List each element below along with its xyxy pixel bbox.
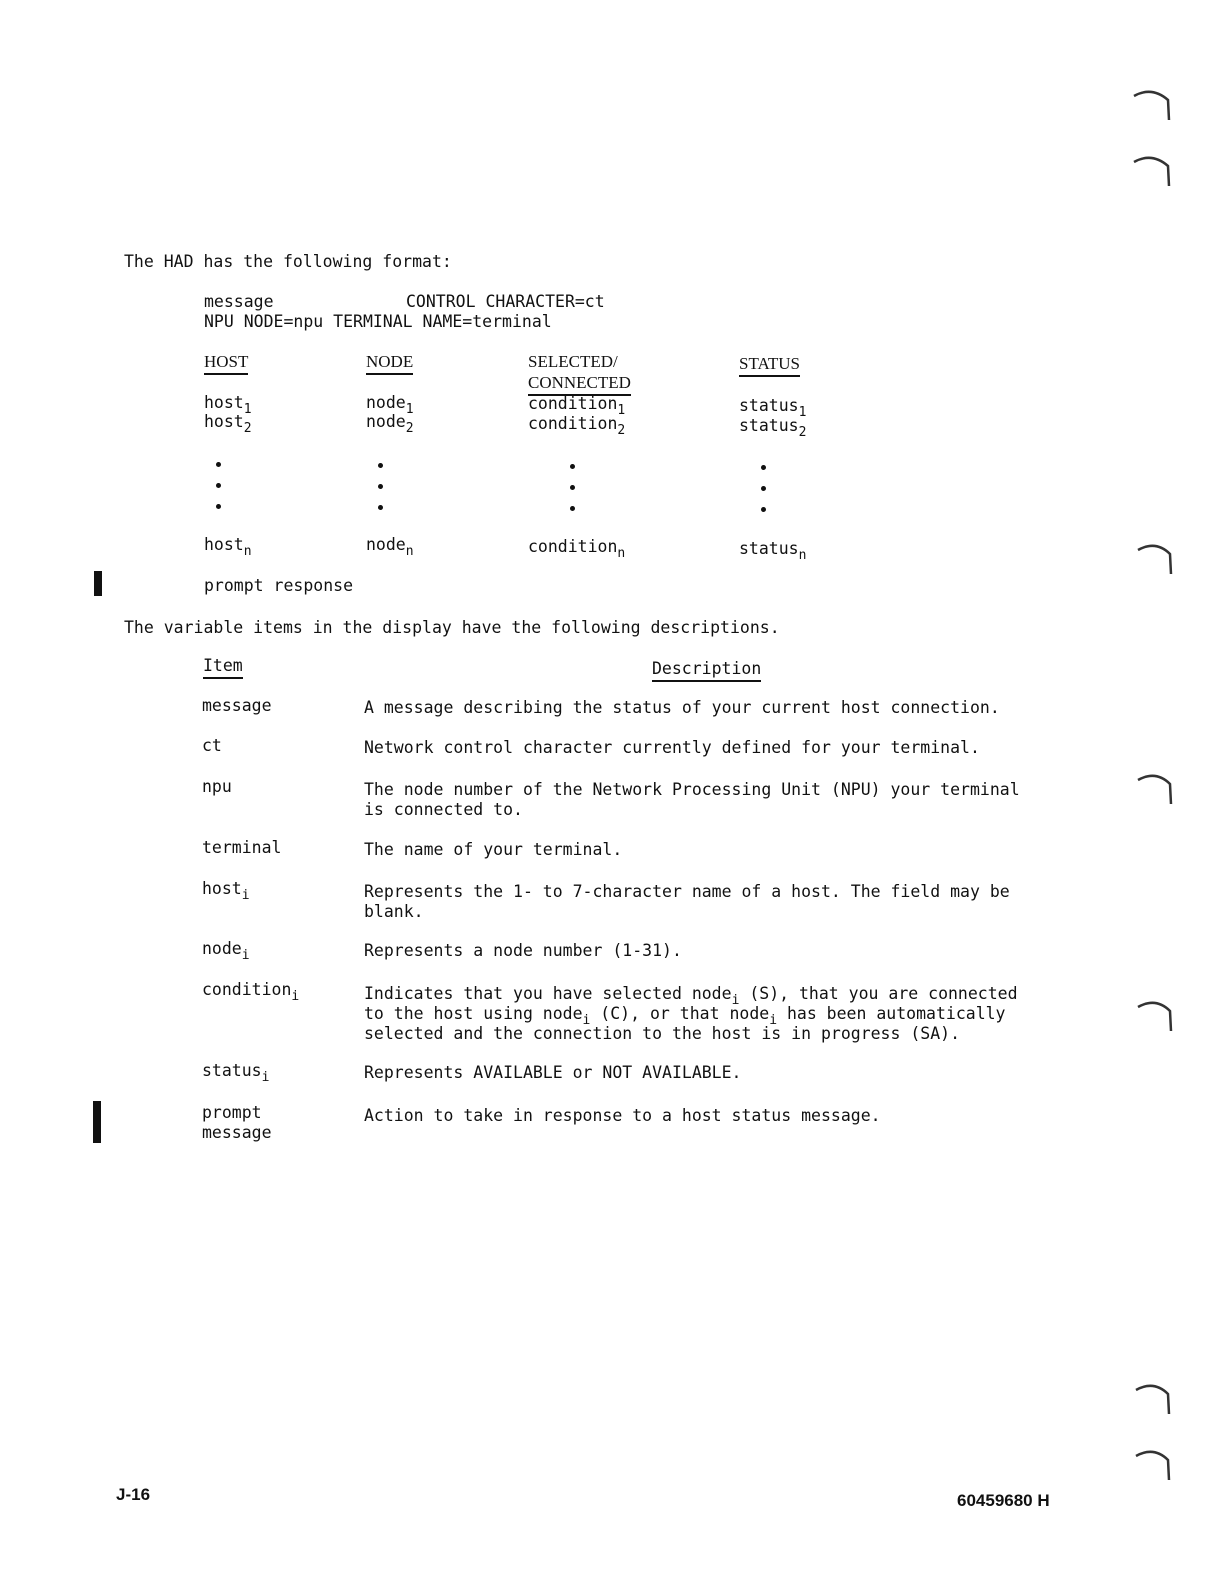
prompt-response: prompt response — [204, 576, 354, 595]
variables-intro: The variable items in the display have the following descriptions. — [124, 618, 780, 637]
punch-hole-mark — [1132, 152, 1172, 196]
item-node-i: node$_i$ — [202, 939, 250, 963]
row-host-2: host$_2$ — [204, 412, 252, 436]
change-bar — [93, 1101, 101, 1143]
format-npu-terminal-line: NPU NODE=npu TERMINAL NAME=terminal — [204, 312, 552, 331]
description-header: Description — [652, 659, 761, 682]
ellipsis-dot — [378, 463, 383, 468]
ellipsis-dot — [570, 464, 575, 469]
ellipsis-dot — [216, 483, 221, 488]
header-connected: CONNECTED — [528, 373, 631, 396]
description-npu: The node number of the Network Processing Unit (NPU) your terminal is connected to. — [364, 780, 1020, 819]
description-prompt-message: Action to take in response to a host status message. — [364, 1106, 881, 1125]
ellipsis-dot — [216, 504, 221, 509]
ellipsis-dot — [570, 485, 575, 490]
ellipsis-dot — [378, 505, 383, 510]
punch-hole-mark — [1136, 770, 1176, 814]
row-status-n: status$_n$ — [739, 539, 807, 563]
item-terminal: terminal — [202, 838, 282, 857]
intro-text: The HAD has the following format: — [124, 252, 452, 271]
header-node: NODE — [366, 352, 413, 375]
header-status: STATUS — [739, 354, 800, 377]
description-condition-i: Indicates that you have selected node$_i$ (S), that you are connected to the host using node$_i$ (C), or that node$_i$ has been automatically selected and the connection to the host is in progress (SA). — [364, 984, 1018, 1043]
row-node-1: node$_1$ — [366, 393, 414, 417]
row-host-n: host$_n$ — [204, 535, 252, 559]
change-bar — [94, 571, 102, 596]
row-condition-1: condition$_1$ — [528, 394, 626, 418]
ellipsis-dot — [761, 486, 766, 491]
item-message: message — [202, 696, 272, 715]
format-control-character: CONTROL CHARACTER=ct — [406, 292, 605, 311]
row-status-2: status$_2$ — [739, 416, 807, 440]
item-host-i: host$_i$ — [202, 879, 250, 903]
item-condition-i: condition$_i$ — [202, 980, 300, 1004]
ellipsis-dot — [761, 465, 766, 470]
row-condition-n: condition$_n$ — [528, 537, 626, 561]
row-node-2: node$_2$ — [366, 412, 414, 436]
description-node-i: Represents a node number (1-31). — [364, 941, 682, 960]
description-message: A message describing the status of your current host connection. — [364, 698, 1000, 717]
ellipsis-dot — [216, 462, 221, 467]
item-header: Item — [203, 656, 243, 679]
punch-hole-mark — [1132, 86, 1172, 130]
item-ct: ct — [202, 736, 222, 755]
item-npu: npu — [202, 777, 232, 796]
description-status-i: Represents AVAILABLE or NOT AVAILABLE. — [364, 1063, 742, 1082]
ellipsis-dot — [378, 484, 383, 489]
description-terminal: The name of your terminal. — [364, 840, 623, 859]
row-condition-2: condition$_2$ — [528, 414, 626, 438]
description-ct: Network control character currently defined for your terminal. — [364, 738, 980, 757]
punch-hole-mark — [1134, 1380, 1174, 1424]
ellipsis-dot — [570, 506, 575, 511]
punch-hole-mark — [1136, 540, 1176, 584]
page-number: J-16 — [116, 1485, 151, 1504]
header-selected: SELECTED/ — [528, 352, 618, 371]
item-prompt-message: prompt message — [202, 1103, 272, 1142]
punch-hole-mark — [1134, 1446, 1174, 1490]
row-node-n: node$_n$ — [366, 535, 414, 559]
row-status-1: status$_1$ — [739, 396, 807, 420]
format-message: message — [204, 292, 274, 311]
ellipsis-dot — [761, 507, 766, 512]
row-host-1: host$_1$ — [204, 393, 252, 417]
punch-hole-mark — [1136, 997, 1176, 1041]
document-number: 60459680 H — [957, 1491, 1050, 1510]
header-host: HOST — [204, 352, 248, 375]
description-host-i: Represents the 1- to 7-character name of a host. The field may be blank. — [364, 882, 1010, 921]
item-status-i: status$_i$ — [202, 1061, 270, 1085]
